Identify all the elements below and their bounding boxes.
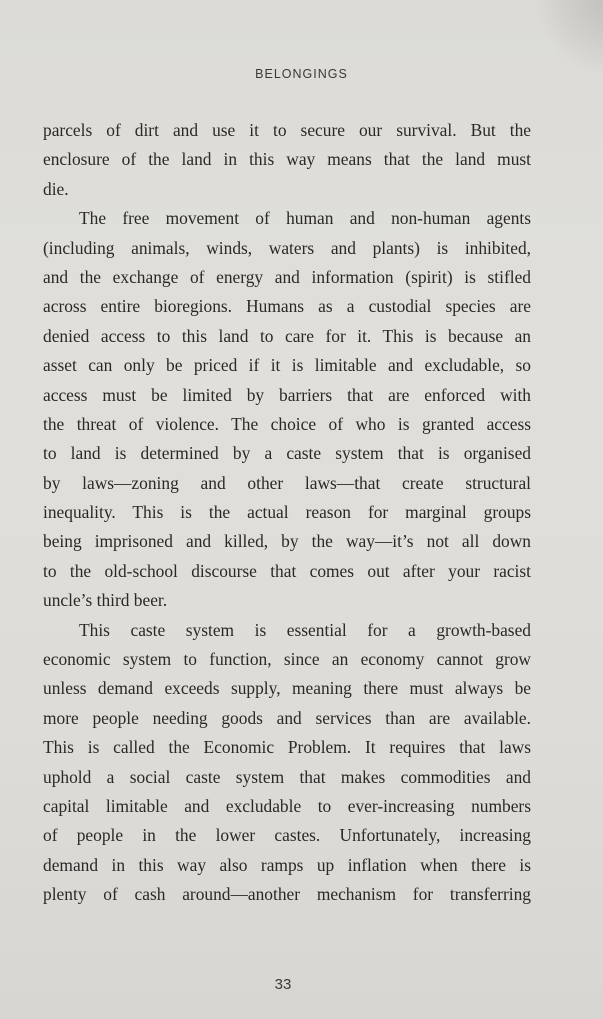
text-line: to land is determined by a caste system that is organised [43,443,531,464]
text-line: die. [43,178,69,199]
text-line: and the exchange of energy and information (spirit) is stifled [43,266,531,287]
text-line: the threat of violence. The choice of who is granted access [43,413,531,434]
running-head: BELONGINGS [255,67,348,81]
text-line: plenty of cash around—another mechanism for transferring [43,884,531,905]
text-line: asset can only be priced if it is limitable and excludable, so [43,355,531,376]
text-line: being imprisoned and killed, by the way—it’s not all down [43,531,531,552]
text-line: denied access to this land to care for it. This is because an [43,325,531,346]
text-line: This is called the Economic Problem. It requires that laws [43,737,531,758]
text-line: This caste system is essential for a growth-based [79,619,531,640]
text-line: (including animals, winds, waters and plants) is inhibited, [43,237,531,258]
text-line: The free movement of human and non-human agents [79,208,531,229]
text-line: to the old-school discourse that comes out after your racist [43,560,531,581]
body-text [43,116,531,910]
text-line: uphold a social caste system that makes commodities and [43,766,531,787]
text-line: of people in the lower castes. Unfortunately, increasing [43,825,531,846]
text-line: economic system to function, since an economy cannot grow [43,649,531,670]
text-line: across entire bioregions. Humans as a custodial species are [43,296,531,317]
text-line: more people needing goods and services than are available. [43,707,531,728]
text-line: access must be limited by barriers that are enforced with [43,384,531,405]
page-number: 33 [274,976,292,993]
text-line: uncle’s third beer. [43,590,168,611]
text-line: inequality. This is the actual reason for marginal groups [43,502,531,523]
text-line: demand in this way also ramps up inflation when there is [43,854,531,875]
text-line: capital limitable and excludable to ever-increasing numbers [43,795,531,816]
text-line: unless demand exceeds supply, meaning there must always be [43,678,531,699]
text-line: enclosure of the land in this way means that the land must [43,149,531,170]
text-line: parcels of dirt and use it to secure our survival. But the [43,120,531,140]
text-line: by laws—zoning and other laws—that create structural [43,472,531,493]
